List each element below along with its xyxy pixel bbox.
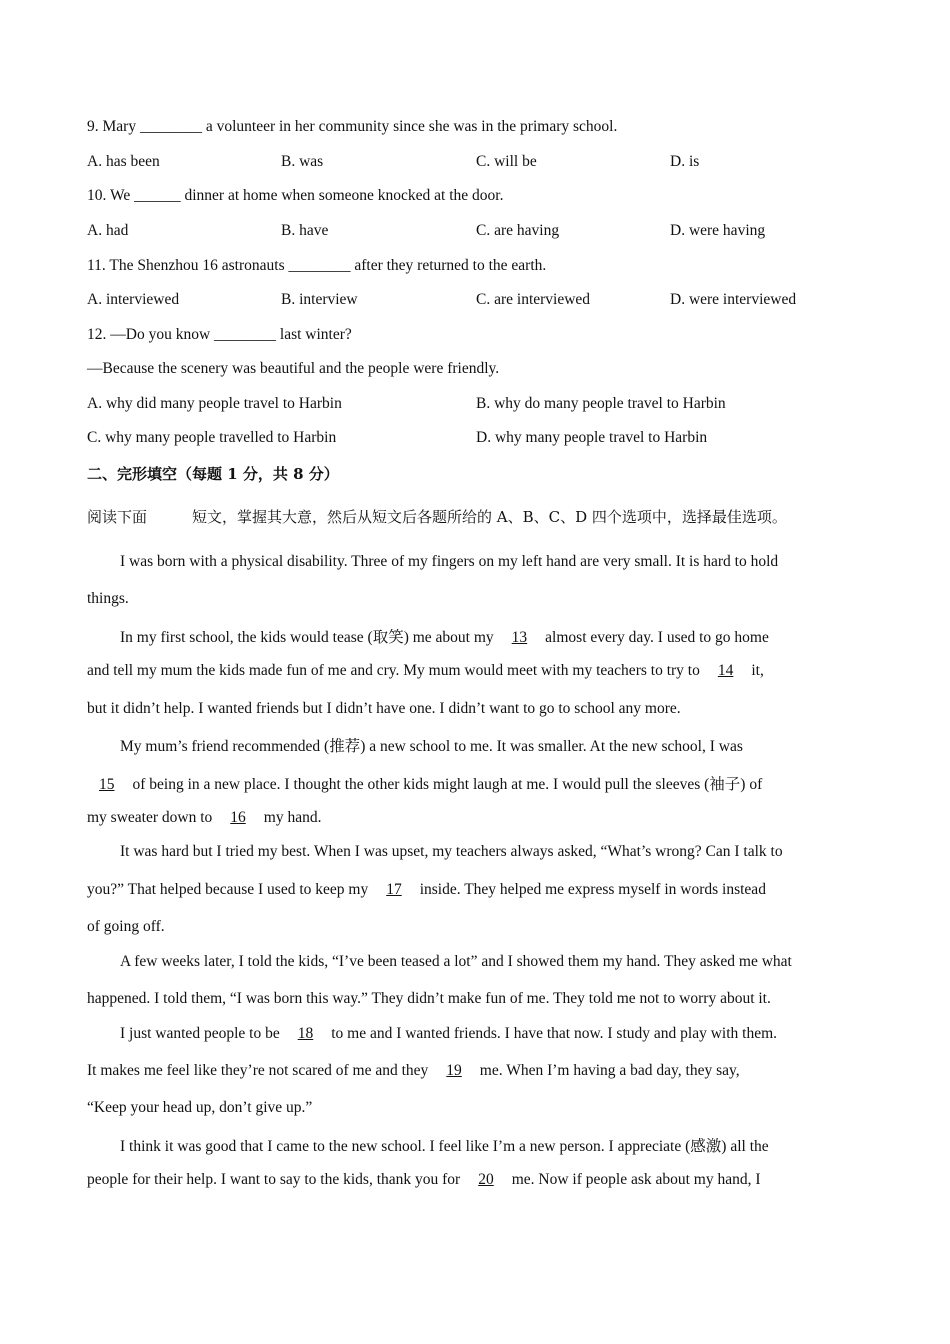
passage-line-10 [87,881,766,899]
blank-19[interactable]: 19 [446,1062,462,1079]
passage-text: it, [751,662,764,679]
passage-line-18 [87,1171,761,1189]
passage-text: people for their help. I want to say to the kids, thank you for [87,1171,461,1188]
q10-option-c[interactable]: C. are having [476,222,560,239]
passage-text: my hand. [263,809,322,826]
q10-option-b[interactable]: B. have [281,222,329,239]
q9-option-b[interactable]: B. was [281,153,324,170]
passage-line-13: happened. I told them, “I was born this way.” They didn’t make fun of me. They told me not to worry about it. [87,990,771,1007]
passage-line-12: A few weeks later, I told the kids, “I’ve been teased a lot” and I showed them my hand. They asked me what [120,953,792,970]
passage-text: almost every day. I used to go home [545,629,769,646]
q9-option-d[interactable]: D. is [670,153,700,170]
q11-option-a[interactable]: A. interviewed [87,291,180,308]
q12-option-c[interactable]: C. why many people travelled to Harbin [87,429,337,446]
passage-line-7 [87,772,762,794]
q9-option-a[interactable]: A. has been [87,153,160,170]
passage-text: my sweater down to [87,809,213,826]
section-2-instruction: 阅读下面 短文，掌握其大意，然后从短文后各题所给的 A、B、C、D 四个选项中，选择最佳选项。 [87,508,787,526]
passage-line-8 [87,809,321,827]
blank-18[interactable]: 18 [297,1025,314,1042]
question-12-reply: —Because the scenery was beautiful and the people were friendly. [87,360,500,377]
q11-option-b[interactable]: B. interview [281,291,358,308]
passage-line-11: of going off. [87,918,165,935]
passage-line-15 [87,1062,740,1080]
passage-text: In my first school, the kids would tease (取笑) me about my [120,629,494,646]
passage-text: inside. They helped me express myself in words instead [419,881,766,898]
passage-line-17: I think it was good that I came to the new school. I feel like I’m a new person. I appreciate (感激) all the [120,1138,769,1155]
blank-20[interactable]: 20 [478,1171,494,1188]
question-9-stem: 9. Mary ________ a volunteer in her community since she was in the primary school. [87,118,618,135]
passage-line-2: things. [87,590,129,607]
passage-text: me. When I’m having a bad day, they say, [479,1062,740,1079]
blank-13[interactable]: 13 [511,629,528,646]
passage-text: me. Now if people ask about my hand, I [511,1171,761,1188]
q10-option-a[interactable]: A. had [87,222,129,239]
passage-text: to me and I wanted friends. I have that now. I study and play with them. [331,1025,778,1042]
q12-option-a[interactable]: A. why did many people travel to Harbin [87,395,342,412]
passage-line-3 [120,625,769,647]
section-2-heading: 二、完形填空（每题 1 分，共 8 分） [87,465,339,483]
q12-option-b[interactable]: B. why do many people travel to Harbin [476,395,726,412]
question-12-stem: 12. —Do you know ________ last winter? [87,326,352,343]
blank-16[interactable]: 16 [230,809,246,826]
passage-line-9: It was hard but I tried my best. When I was upset, my teachers always asked, “What’s wrong? Can I talk to [120,843,783,860]
passage-text: I just wanted people to be [120,1025,280,1042]
q9-option-c[interactable]: C. will be [476,153,537,170]
passage-line-1: I was born with a physical disability. Three of my fingers on my left hand are very small. It is hard to hold [120,553,779,570]
q10-option-d[interactable]: D. were having [670,222,766,239]
passage-line-6: My mum’s friend recommended (推荐) a new school to me. It was smaller. At the new school, I was [120,738,743,755]
passage-line-14 [120,1025,777,1043]
passage-line-4 [87,662,764,680]
question-11-stem: 11. The Shenzhou 16 astronauts ________ after they returned to the earth. [87,257,547,274]
passage-text: of being in a new place. I thought the other kids might laugh at me. I would pull the sleeves (袖子) of [132,776,763,793]
blank-17[interactable]: 17 [386,881,402,898]
passage-text: It makes me feel like they’re not scared of me and they [87,1062,429,1079]
blank-14[interactable]: 14 [717,662,734,679]
passage-text: you?” That helped because I used to keep my [87,881,369,898]
question-10-stem: 10. We ______ dinner at home when someone knocked at the door. [87,187,504,204]
q11-option-c[interactable]: C. are interviewed [476,291,591,308]
q12-option-d[interactable]: D. why many people travel to Harbin [476,429,708,446]
blank-15[interactable]: 15 [99,776,115,793]
passage-line-16: “Keep your head up, don’t give up.” [87,1099,313,1116]
passage-text: and tell my mum the kids made fun of me and cry. My mum would meet with my teachers to try to [87,662,700,679]
q11-option-d[interactable]: D. were interviewed [670,291,797,308]
passage-line-5: but it didn’t help. I wanted friends but I didn’t have one. I didn’t want to go to school any more. [87,700,681,717]
